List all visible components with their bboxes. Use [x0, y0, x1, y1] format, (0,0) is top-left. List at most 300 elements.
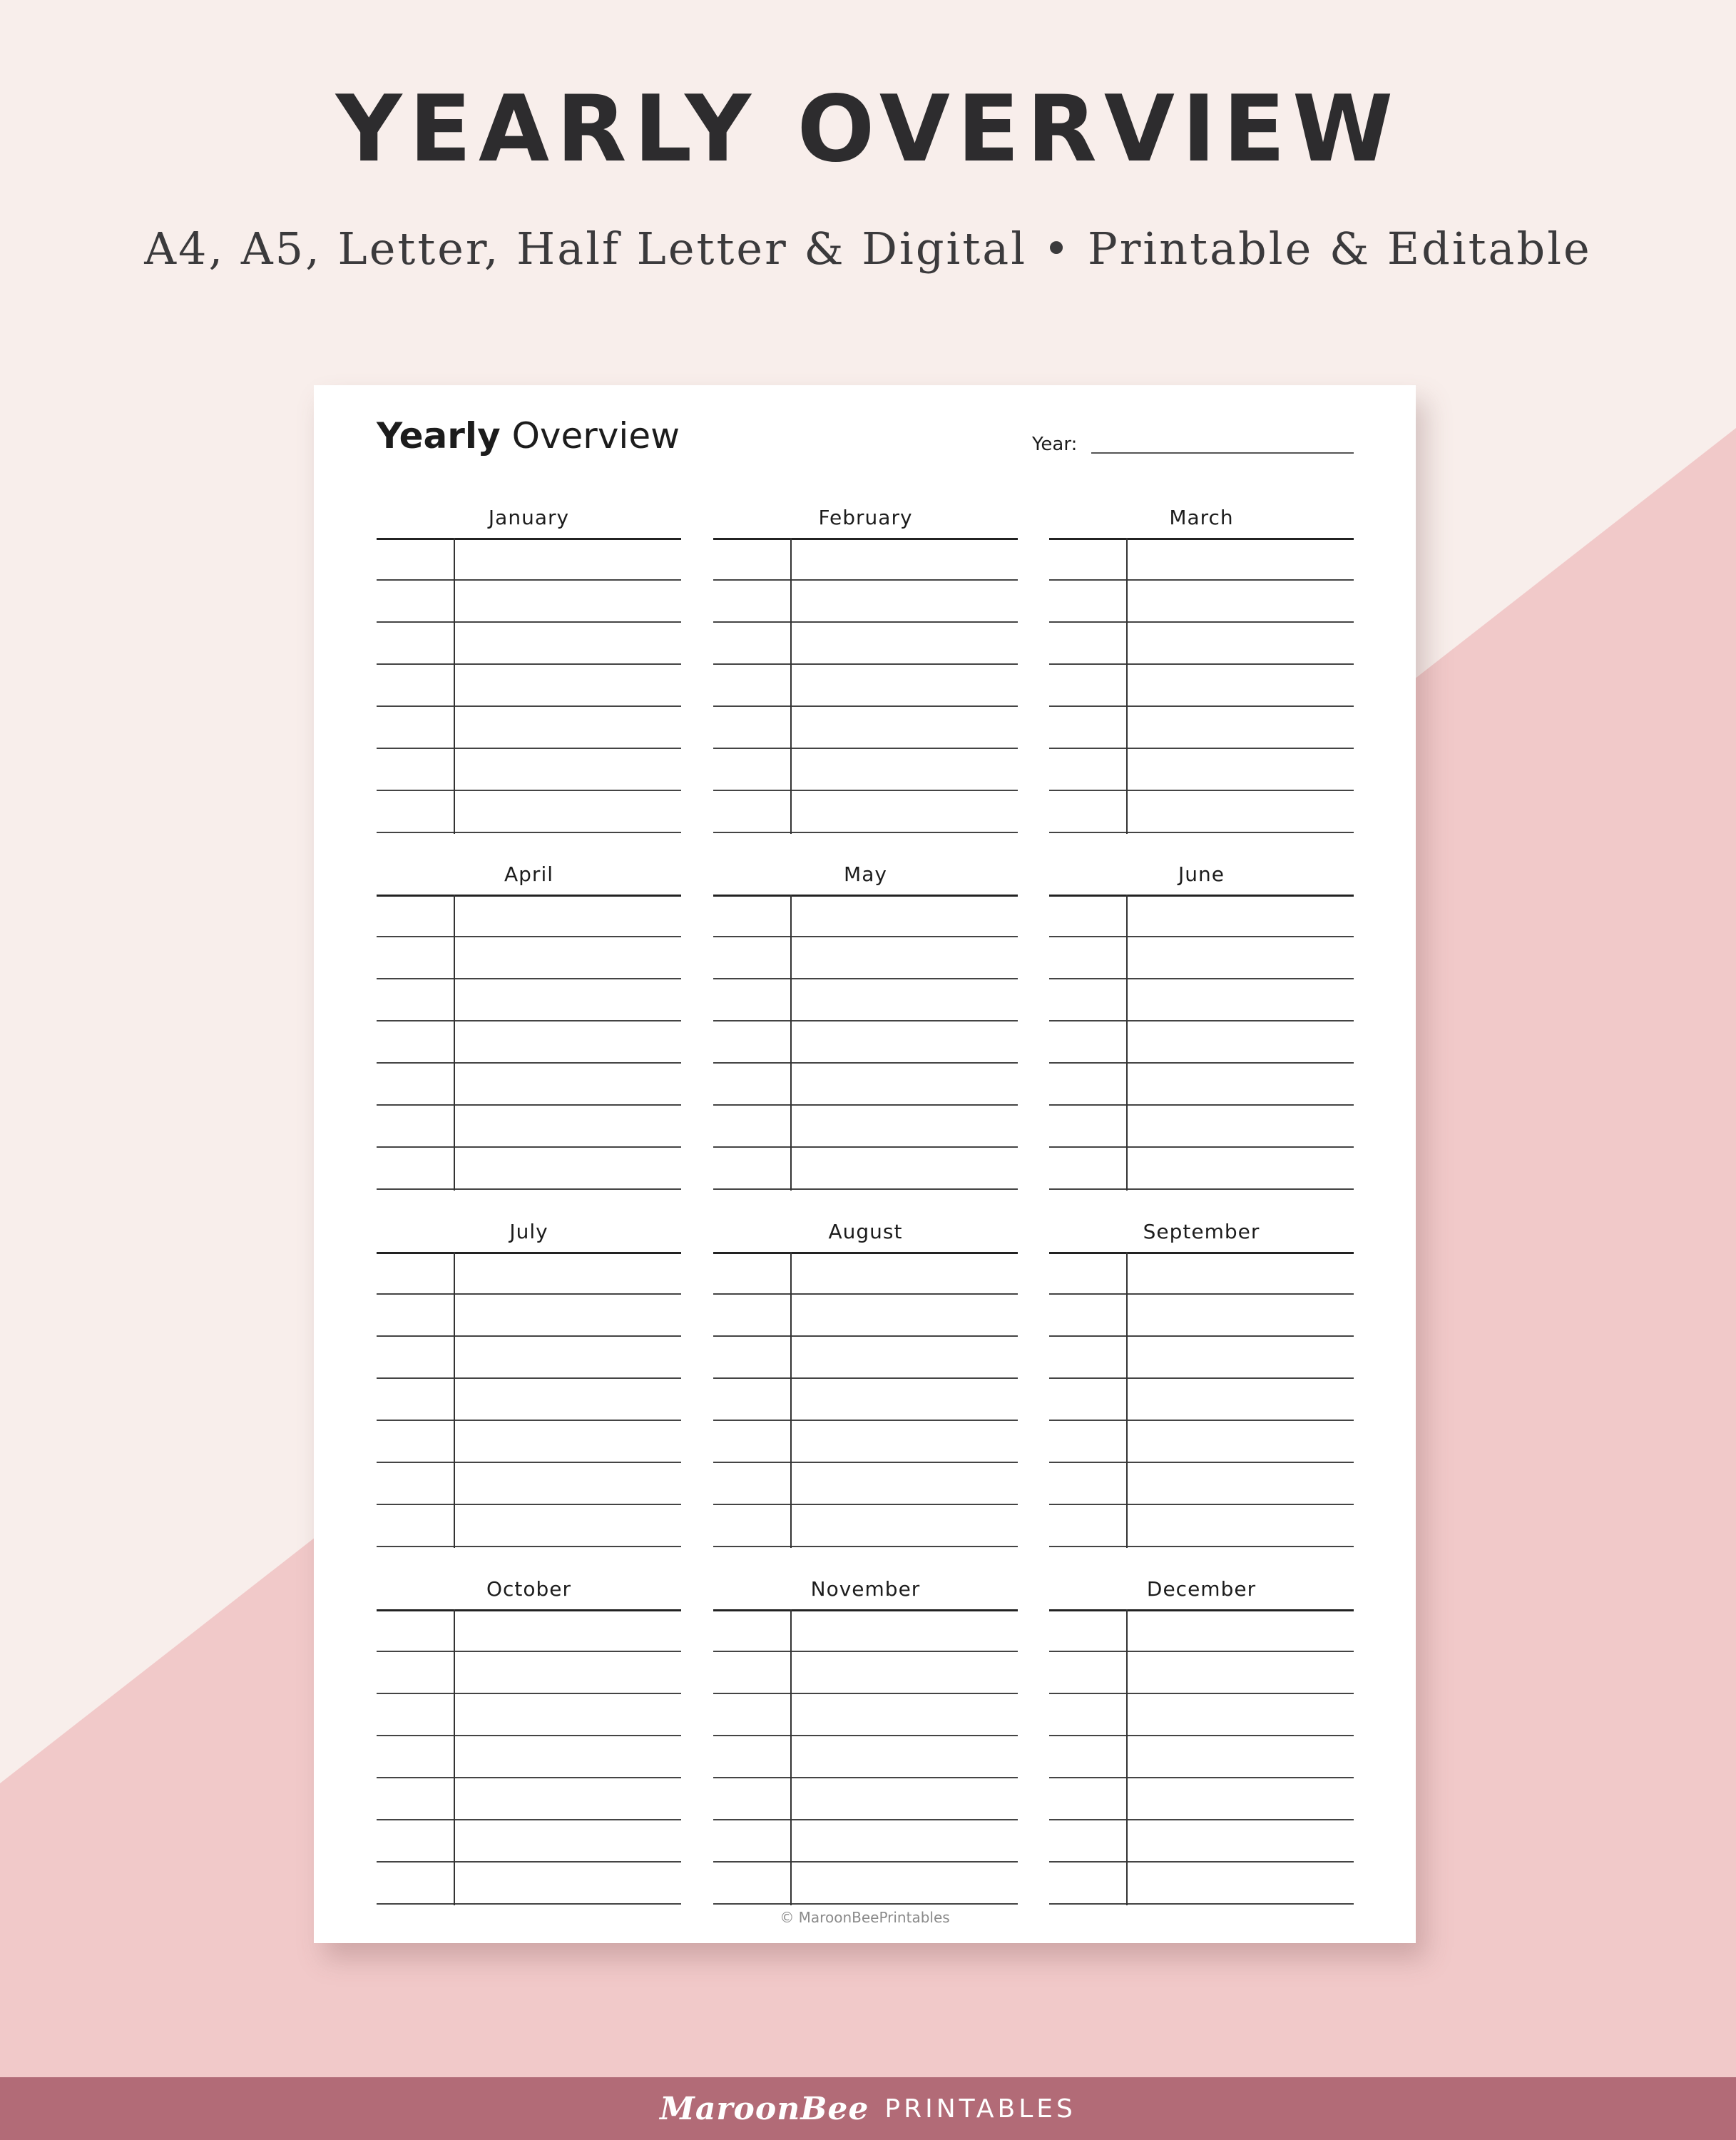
table-row: [1049, 582, 1354, 623]
table-row: [713, 1023, 1018, 1064]
event-cell[interactable]: [455, 1023, 681, 1064]
date-cell[interactable]: [377, 582, 454, 623]
event-cell[interactable]: [455, 1254, 681, 1295]
month-label: December: [1146, 1577, 1257, 1601]
event-cell[interactable]: [1128, 1296, 1354, 1337]
event-cell[interactable]: [792, 1065, 1018, 1106]
column-divider: [454, 895, 455, 1191]
date-cell[interactable]: [713, 1107, 790, 1148]
month-label: August: [828, 1220, 903, 1243]
table-row: [377, 897, 681, 937]
date-cell[interactable]: [713, 939, 790, 979]
table-row: [713, 1611, 1018, 1652]
date-cell[interactable]: [1049, 1822, 1126, 1863]
month-label: October: [486, 1577, 572, 1601]
table-row: [377, 1338, 681, 1379]
event-cell[interactable]: [455, 1065, 681, 1106]
column-divider: [790, 895, 792, 1191]
month-label: January: [488, 506, 570, 529]
date-cell[interactable]: [713, 1611, 790, 1652]
date-cell[interactable]: [1049, 939, 1126, 979]
table-row: [1049, 1338, 1354, 1379]
table-row: [377, 1464, 681, 1505]
date-cell[interactable]: [1049, 1254, 1126, 1295]
date-cell[interactable]: [377, 793, 454, 833]
months-grid: [314, 385, 1416, 1943]
event-cell[interactable]: [792, 708, 1018, 749]
event-cell[interactable]: [1128, 939, 1354, 979]
event-cell[interactable]: [1128, 666, 1354, 707]
date-cell[interactable]: [713, 981, 790, 1021]
table-row: [1049, 1107, 1354, 1148]
event-cell[interactable]: [1128, 1149, 1354, 1190]
event-cell[interactable]: [1128, 1338, 1354, 1379]
date-cell[interactable]: [1049, 793, 1126, 833]
date-cell[interactable]: [377, 1696, 454, 1736]
table-row: [377, 1149, 681, 1190]
table-row: [713, 939, 1018, 979]
footer-bar: [0, 2077, 1736, 2140]
event-cell[interactable]: [455, 1464, 681, 1505]
table-row: [377, 1422, 681, 1463]
event-cell[interactable]: [455, 1780, 681, 1820]
event-cell[interactable]: [792, 540, 1018, 581]
event-cell[interactable]: [792, 1611, 1018, 1652]
date-cell[interactable]: [713, 624, 790, 665]
event-cell[interactable]: [1128, 1654, 1354, 1694]
table-row: [377, 1065, 681, 1106]
column-divider: [454, 1252, 455, 1548]
table-row: [1049, 624, 1354, 665]
month-table: [377, 895, 681, 1191]
event-cell[interactable]: [792, 1738, 1018, 1778]
page-headline: YEARLY OVERVIEW: [335, 76, 1401, 183]
date-cell[interactable]: [713, 1380, 790, 1421]
column-divider: [790, 538, 792, 834]
date-cell[interactable]: [713, 1780, 790, 1820]
table-row: [1049, 1380, 1354, 1421]
month-label: September: [1143, 1220, 1260, 1243]
table-row: [1049, 981, 1354, 1021]
table-row: [713, 1738, 1018, 1778]
table-row: [1049, 1422, 1354, 1463]
date-cell[interactable]: [377, 1611, 454, 1652]
date-cell[interactable]: [377, 1780, 454, 1820]
event-cell[interactable]: [792, 1149, 1018, 1190]
event-cell[interactable]: [455, 981, 681, 1021]
table-row: [1049, 939, 1354, 979]
event-cell[interactable]: [792, 624, 1018, 665]
month-table: [713, 538, 1018, 834]
column-divider: [1126, 895, 1128, 1191]
event-cell[interactable]: [792, 1696, 1018, 1736]
date-cell[interactable]: [1049, 582, 1126, 623]
date-cell[interactable]: [377, 1254, 454, 1295]
table-row: [377, 1507, 681, 1547]
date-cell[interactable]: [713, 1822, 790, 1863]
table-row: [1049, 897, 1354, 937]
event-cell[interactable]: [1128, 1611, 1354, 1652]
month-table: [1049, 1252, 1354, 1548]
column-divider: [1126, 1609, 1128, 1905]
date-cell[interactable]: [713, 1696, 790, 1736]
month-table: [713, 1252, 1018, 1548]
table-row: [377, 540, 681, 581]
event-cell[interactable]: [455, 666, 681, 707]
year-label: Year:: [1032, 434, 1078, 455]
month-label: February: [818, 506, 913, 529]
event-cell[interactable]: [455, 1654, 681, 1694]
table-row: [1049, 1296, 1354, 1337]
table-row: [377, 1822, 681, 1863]
table-row: [713, 1422, 1018, 1463]
table-row: [713, 666, 1018, 707]
month-table: [377, 538, 681, 834]
event-cell[interactable]: [792, 981, 1018, 1021]
column-divider: [454, 1609, 455, 1905]
month-block: [713, 1222, 1018, 1555]
table-row: [1049, 1696, 1354, 1736]
date-cell[interactable]: [377, 708, 454, 749]
event-cell[interactable]: [455, 1611, 681, 1652]
date-cell[interactable]: [1049, 1023, 1126, 1064]
date-cell[interactable]: [377, 750, 454, 791]
table-row: [377, 793, 681, 833]
date-cell[interactable]: [377, 624, 454, 665]
date-cell[interactable]: [377, 666, 454, 707]
event-cell[interactable]: [792, 582, 1018, 623]
event-cell[interactable]: [455, 582, 681, 623]
event-cell[interactable]: [792, 1422, 1018, 1463]
table-row: [377, 582, 681, 623]
month-table: [1049, 538, 1354, 834]
event-cell[interactable]: [455, 1107, 681, 1148]
date-cell[interactable]: [713, 1149, 790, 1190]
event-cell[interactable]: [1128, 540, 1354, 581]
event-cell[interactable]: [792, 750, 1018, 791]
event-cell[interactable]: [792, 1338, 1018, 1379]
event-cell[interactable]: [1128, 1507, 1354, 1547]
month-block: [1049, 1222, 1354, 1555]
event-cell[interactable]: [792, 1507, 1018, 1547]
date-cell[interactable]: [377, 897, 454, 937]
event-cell[interactable]: [1128, 1107, 1354, 1148]
table-row: [377, 708, 681, 749]
sheet-title-bold: Yearly: [377, 415, 501, 457]
date-cell[interactable]: [377, 540, 454, 581]
table-row: [377, 1380, 681, 1421]
event-cell[interactable]: [1128, 708, 1354, 749]
month-label: March: [1169, 506, 1234, 529]
event-cell[interactable]: [1128, 750, 1354, 791]
event-cell[interactable]: [1128, 981, 1354, 1021]
month-block: [377, 862, 681, 1198]
date-cell[interactable]: [377, 1738, 454, 1778]
date-cell[interactable]: [377, 1338, 454, 1379]
table-row: [377, 1611, 681, 1652]
month-block: [1049, 1579, 1354, 1912]
table-row: [713, 1254, 1018, 1295]
table-row: [713, 1296, 1018, 1337]
table-row: [713, 1864, 1018, 1905]
table-row: [1049, 1822, 1354, 1863]
date-cell[interactable]: [713, 1422, 790, 1463]
table-row: [713, 1149, 1018, 1190]
table-row: [713, 1822, 1018, 1863]
event-cell[interactable]: [1128, 1464, 1354, 1505]
date-cell[interactable]: [1049, 1107, 1126, 1148]
date-cell[interactable]: [1049, 1149, 1126, 1190]
event-cell[interactable]: [792, 1296, 1018, 1337]
table-row: [377, 1738, 681, 1778]
date-cell[interactable]: [377, 1507, 454, 1547]
event-cell[interactable]: [792, 1023, 1018, 1064]
date-cell[interactable]: [1049, 666, 1126, 707]
month-label: November: [810, 1577, 921, 1601]
table-row: [377, 1780, 681, 1820]
table-row: [713, 1654, 1018, 1694]
date-cell[interactable]: [1049, 1738, 1126, 1778]
table-row: [377, 666, 681, 707]
table-row: [713, 582, 1018, 623]
table-row: [1049, 793, 1354, 833]
table-row: [1049, 1654, 1354, 1694]
date-cell[interactable]: [377, 939, 454, 979]
event-cell[interactable]: [792, 1107, 1018, 1148]
date-cell[interactable]: [1049, 1422, 1126, 1463]
table-row: [713, 1696, 1018, 1736]
event-cell[interactable]: [455, 750, 681, 791]
date-cell[interactable]: [377, 1380, 454, 1421]
event-cell[interactable]: [792, 897, 1018, 937]
event-cell[interactable]: [1128, 1780, 1354, 1820]
table-row: [1049, 1254, 1354, 1295]
date-cell[interactable]: [377, 1864, 454, 1905]
table-row: [377, 1696, 681, 1736]
table-row: [713, 1065, 1018, 1106]
event-cell[interactable]: [455, 939, 681, 979]
table-row: [377, 1254, 681, 1295]
event-cell[interactable]: [1128, 624, 1354, 665]
event-cell[interactable]: [455, 1507, 681, 1547]
event-cell[interactable]: [455, 708, 681, 749]
date-cell[interactable]: [713, 1507, 790, 1547]
event-cell[interactable]: [1128, 793, 1354, 833]
date-cell[interactable]: [377, 1654, 454, 1694]
table-row: [377, 750, 681, 791]
month-table: [713, 1609, 1018, 1905]
table-row: [1049, 1464, 1354, 1505]
table-row: [1049, 540, 1354, 581]
month-block: [713, 1579, 1018, 1912]
month-table: [713, 895, 1018, 1191]
table-row: [1049, 1507, 1354, 1547]
table-row: [713, 750, 1018, 791]
table-row: [1049, 1780, 1354, 1820]
brand-logo: [0, 2077, 1736, 2140]
date-cell[interactable]: [713, 708, 790, 749]
event-cell[interactable]: [455, 1864, 681, 1905]
date-cell[interactable]: [1049, 1696, 1126, 1736]
event-cell[interactable]: [792, 793, 1018, 833]
table-row: [1049, 1149, 1354, 1190]
event-cell[interactable]: [792, 1380, 1018, 1421]
event-cell[interactable]: [455, 1338, 681, 1379]
event-cell[interactable]: [1128, 1065, 1354, 1106]
month-block: [377, 1579, 681, 1912]
date-cell[interactable]: [713, 793, 790, 833]
date-cell[interactable]: [1049, 624, 1126, 665]
date-cell[interactable]: [713, 1654, 790, 1694]
table-row: [1049, 1738, 1354, 1778]
event-cell[interactable]: [455, 624, 681, 665]
date-cell[interactable]: [1049, 1065, 1126, 1106]
table-row: [377, 1023, 681, 1064]
date-cell[interactable]: [377, 1149, 454, 1190]
event-cell[interactable]: [455, 897, 681, 937]
date-cell[interactable]: [377, 1065, 454, 1106]
column-divider: [790, 1609, 792, 1905]
date-cell[interactable]: [713, 1296, 790, 1337]
table-row: [713, 1338, 1018, 1379]
table-row: [713, 897, 1018, 937]
date-cell[interactable]: [1049, 708, 1126, 749]
date-cell[interactable]: [713, 1338, 790, 1379]
event-cell[interactable]: [1128, 897, 1354, 937]
event-cell[interactable]: [792, 1822, 1018, 1863]
event-cell[interactable]: [792, 939, 1018, 979]
event-cell[interactable]: [1128, 1738, 1354, 1778]
date-cell[interactable]: [1049, 1654, 1126, 1694]
event-cell[interactable]: [455, 793, 681, 833]
date-cell[interactable]: [377, 1107, 454, 1148]
month-block: [377, 1222, 681, 1555]
event-cell[interactable]: [455, 1149, 681, 1190]
event-cell[interactable]: [455, 540, 681, 581]
table-row: [1049, 1864, 1354, 1905]
date-cell[interactable]: [713, 897, 790, 937]
event-cell[interactable]: [1128, 1023, 1354, 1064]
date-cell[interactable]: [1049, 1864, 1126, 1905]
event-cell[interactable]: [792, 1864, 1018, 1905]
date-cell[interactable]: [713, 1065, 790, 1106]
date-cell[interactable]: [377, 981, 454, 1021]
table-row: [713, 1380, 1018, 1421]
table-row: [1049, 1065, 1354, 1106]
month-block: [713, 862, 1018, 1198]
event-cell[interactable]: [1128, 1422, 1354, 1463]
event-cell[interactable]: [792, 1464, 1018, 1505]
month-label: May: [844, 862, 887, 886]
table-row: [377, 624, 681, 665]
month-table: [377, 1252, 681, 1548]
event-cell[interactable]: [1128, 1380, 1354, 1421]
date-cell[interactable]: [713, 1738, 790, 1778]
event-cell[interactable]: [792, 1654, 1018, 1694]
table-row: [1049, 750, 1354, 791]
table-row: [377, 1107, 681, 1148]
table-row: [1049, 708, 1354, 749]
event-cell[interactable]: [1128, 1254, 1354, 1295]
date-cell[interactable]: [713, 1864, 790, 1905]
date-cell[interactable]: [377, 1822, 454, 1863]
date-cell[interactable]: [1049, 1296, 1126, 1337]
column-divider: [454, 538, 455, 834]
date-cell[interactable]: [1049, 1464, 1126, 1505]
table-row: [713, 793, 1018, 833]
date-cell[interactable]: [1049, 1338, 1126, 1379]
date-cell[interactable]: [1049, 1780, 1126, 1820]
brand-script-text: MaroonBee: [660, 2090, 869, 2127]
column-divider: [790, 1252, 792, 1548]
month-block: [1049, 862, 1354, 1198]
event-cell[interactable]: [1128, 1864, 1354, 1905]
table-row: [377, 1296, 681, 1337]
event-cell[interactable]: [455, 1422, 681, 1463]
event-cell[interactable]: [1128, 1822, 1354, 1863]
date-cell[interactable]: [1049, 1380, 1126, 1421]
table-row: [377, 1654, 681, 1694]
event-cell[interactable]: [455, 1822, 681, 1863]
date-cell[interactable]: [713, 666, 790, 707]
date-cell[interactable]: [713, 582, 790, 623]
planner-sheet: [314, 385, 1416, 1943]
date-cell[interactable]: [1049, 1611, 1126, 1652]
column-divider: [1126, 1252, 1128, 1548]
date-cell[interactable]: [377, 1422, 454, 1463]
event-cell[interactable]: [792, 1780, 1018, 1820]
table-row: [713, 1507, 1018, 1547]
table-row: [1049, 1611, 1354, 1652]
date-cell[interactable]: [1049, 1507, 1126, 1547]
table-row: [713, 981, 1018, 1021]
month-block: [1049, 508, 1354, 841]
date-cell[interactable]: [713, 1023, 790, 1064]
event-cell[interactable]: [455, 1296, 681, 1337]
table-row: [713, 708, 1018, 749]
month-table: [1049, 895, 1354, 1191]
date-cell[interactable]: [1049, 750, 1126, 791]
sheet-title-regular: Overview: [511, 415, 680, 457]
date-cell[interactable]: [377, 1023, 454, 1064]
event-cell[interactable]: [792, 1254, 1018, 1295]
date-cell[interactable]: [713, 750, 790, 791]
date-cell[interactable]: [1049, 540, 1126, 581]
table-row: [377, 1864, 681, 1905]
page-subheadline: A4, A5, Letter, Half Letter & Digital • Printable & Editable: [144, 223, 1592, 275]
month-label: April: [504, 862, 553, 886]
date-cell[interactable]: [1049, 897, 1126, 937]
event-cell[interactable]: [455, 1696, 681, 1736]
event-cell[interactable]: [792, 666, 1018, 707]
date-cell[interactable]: [713, 1464, 790, 1505]
table-row: [713, 624, 1018, 665]
date-cell[interactable]: [377, 1296, 454, 1337]
event-cell[interactable]: [455, 1380, 681, 1421]
table-row: [377, 981, 681, 1021]
table-row: [713, 540, 1018, 581]
event-cell[interactable]: [455, 1738, 681, 1778]
month-label: July: [509, 1220, 548, 1243]
month-block: [377, 508, 681, 841]
date-cell[interactable]: [713, 540, 790, 581]
date-cell[interactable]: [713, 1254, 790, 1295]
table-row: [377, 939, 681, 979]
event-cell[interactable]: [1128, 582, 1354, 623]
event-cell[interactable]: [1128, 1696, 1354, 1736]
date-cell[interactable]: [1049, 981, 1126, 1021]
date-cell[interactable]: [377, 1464, 454, 1505]
